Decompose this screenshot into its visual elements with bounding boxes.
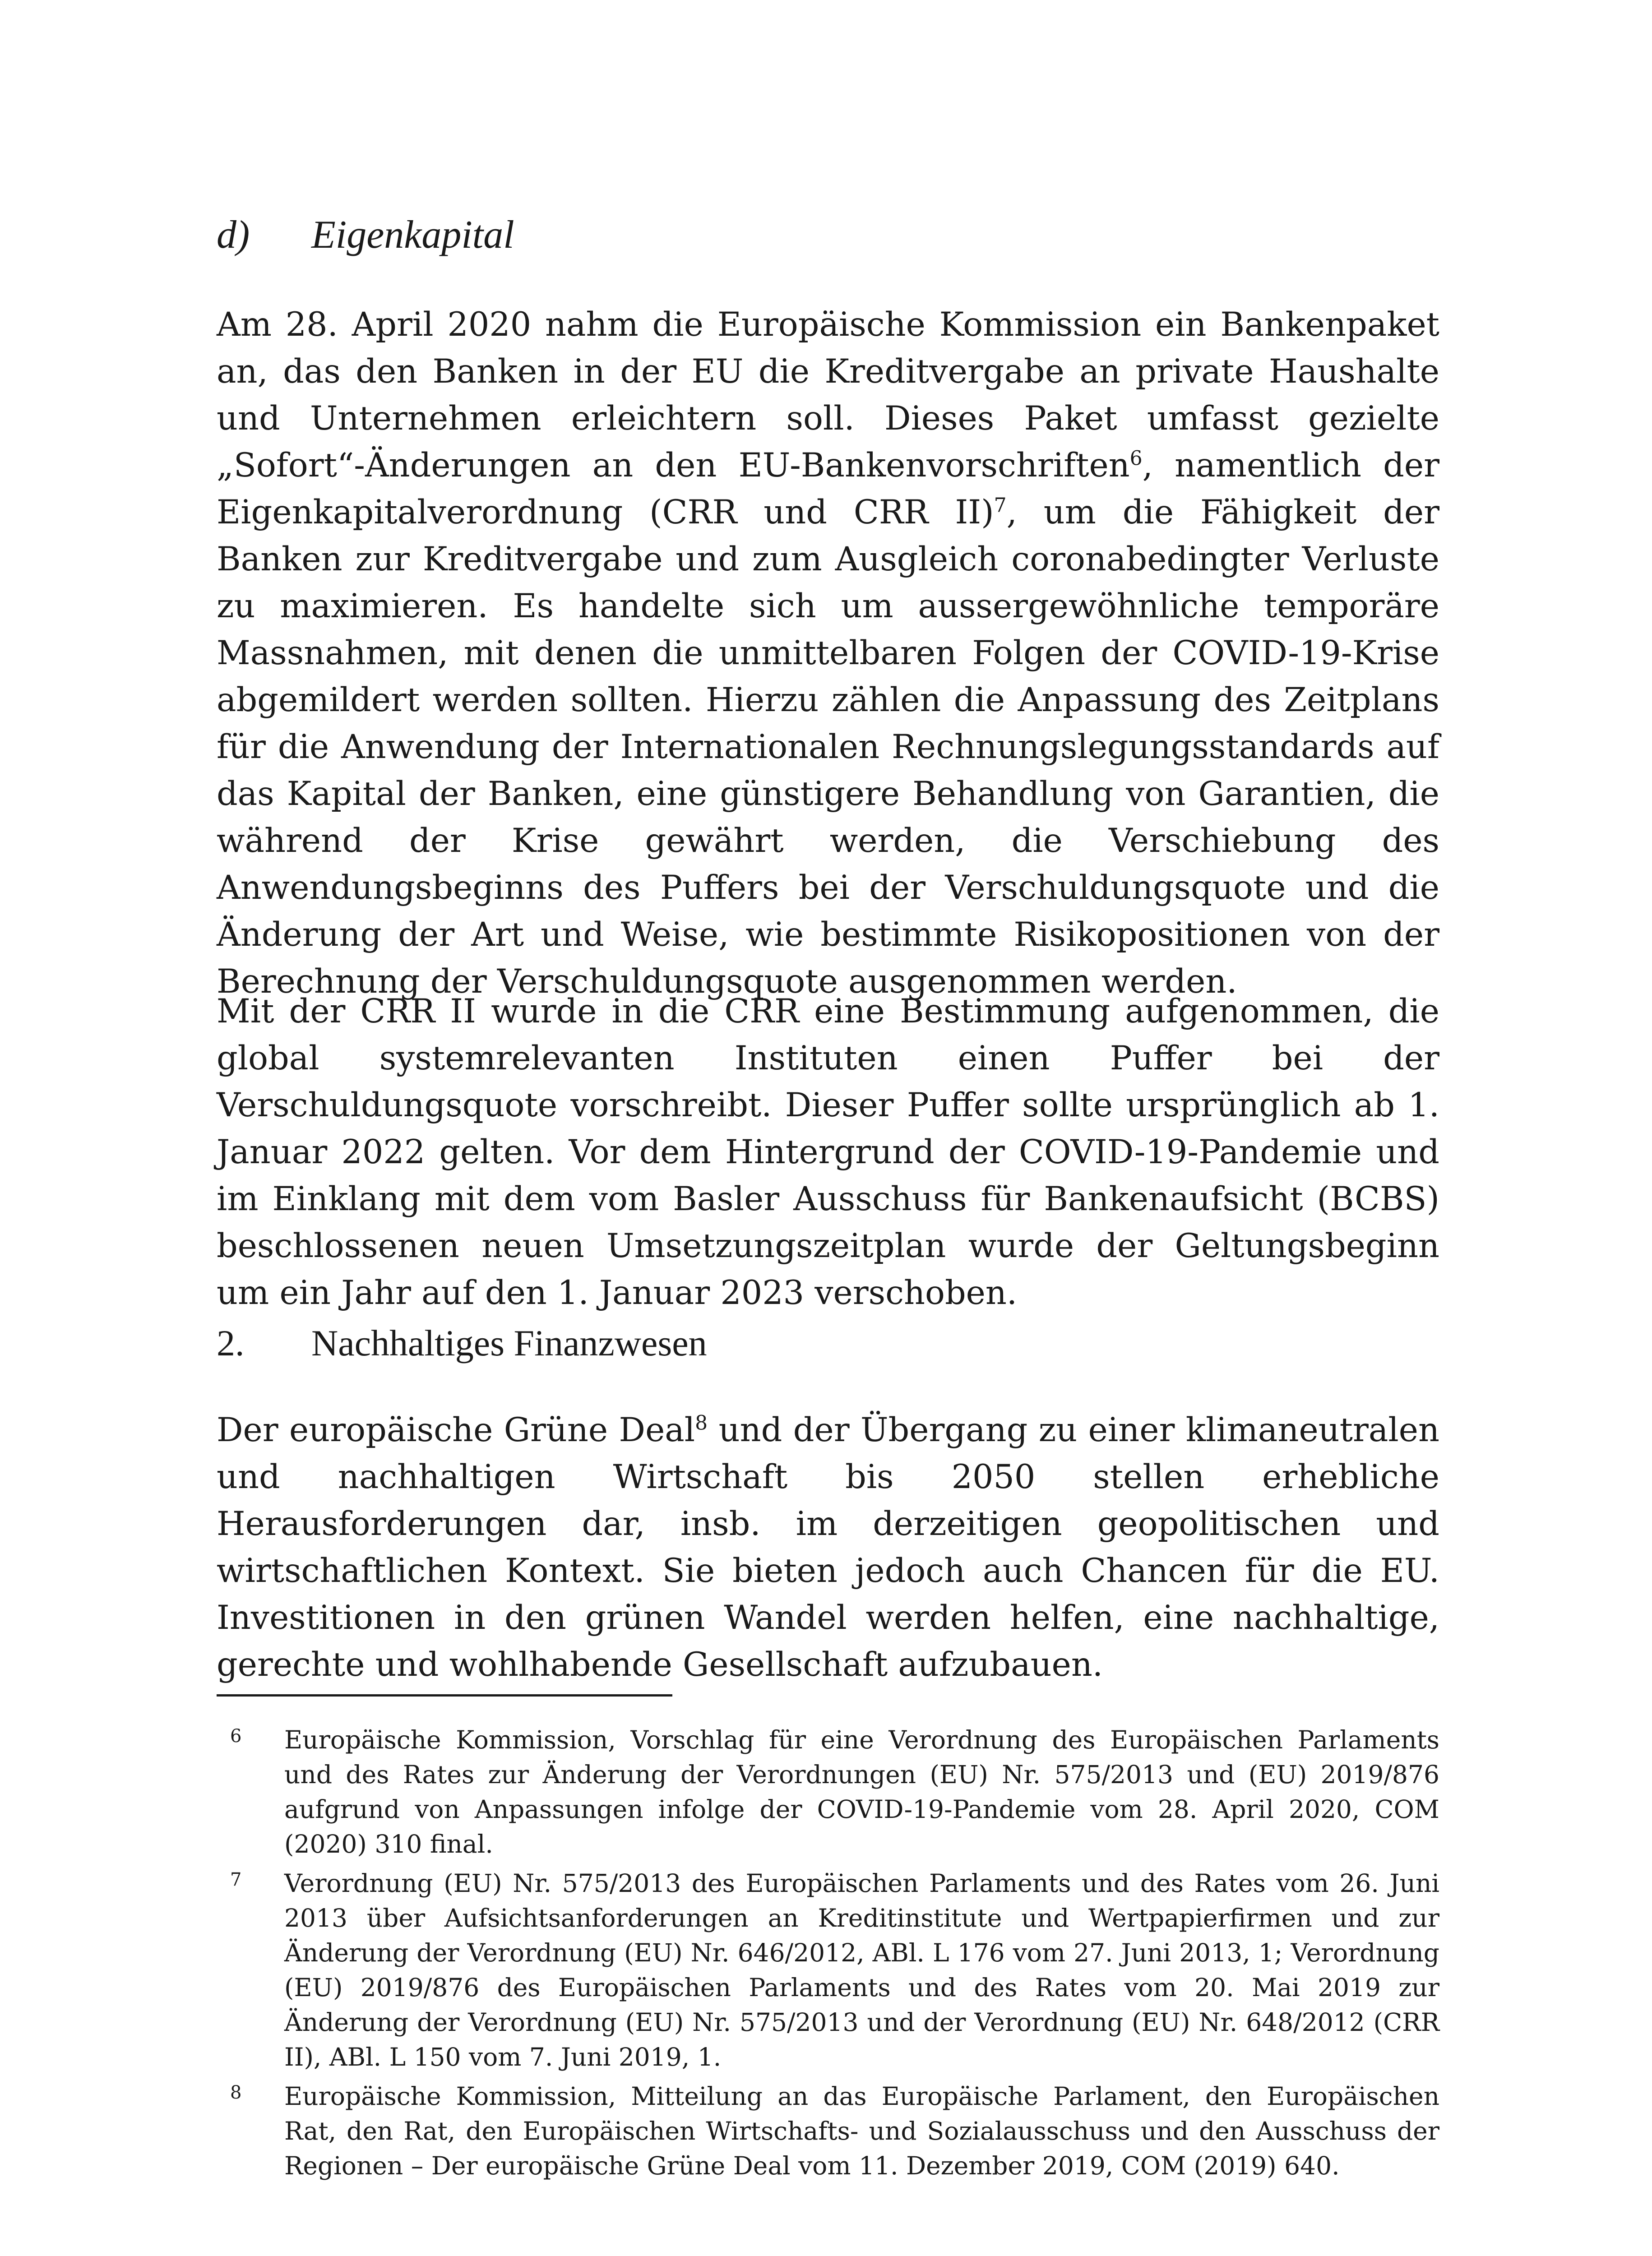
footnotes <box>217 1723 1439 2188</box>
footnote-7 <box>217 1866 1439 2075</box>
footnote-ref-8[interactable]: 8 <box>695 1411 708 1435</box>
footnote-text: Europäische Kommission, Vorschlag für eine Verordnung des Europäischen Parlaments und des Rates zur Änderung der Verordnungen (EU) Nr. 575/2013 und (EU) 2019/876 aufgrund von Anpassungen infolge der COVID-19-Pandemie vom 28. April 2020, COM (2020) 310 final. <box>284 1725 1439 1858</box>
footnote-number: 7 <box>230 1869 242 1890</box>
footnote-6 <box>217 1723 1439 1862</box>
footnote-ref-7[interactable]: 7 <box>994 494 1007 517</box>
paragraph-text: , um die Fähigkeit der Banken zur Kreditvergabe und zum Ausgleich coronabedingter Verluste zu maximieren. Es handelte sich um aussergewöhnliche temporäre Massnahmen, mit denen die unmittelbaren Folgen der COVID-19-Krise abgemildert werden sollten. Hierzu zählen die Anpassung des Zeitplans für die Anwendung der Internationalen Rechnungslegungsstandards auf das Kapital der Banken, eine günstigere Behandlung von Garantien, die während der Krise gewährt werden, die Verschiebung des Anwendungsbeginns des Puffers bei der Verschuldungsquote und die Änderung der Art und Weise, wie bestimmte Risikopositionen von der Berechnung der Verschuldungsquote ausgenommen werden. <box>217 493 1440 1001</box>
footnote-text: Europäische Kommission, Mitteilung an das Europäische Parlament, den Europäischen Rat, den Rat, den Europäischen Wirtschafts- und Sozialausschuss und den Ausschuss der Regionen – Der europäische Grüne Deal vom 11. Dezember 2019, COM (2019) 640. <box>284 2082 1439 2180</box>
section-number: 2. <box>217 1322 245 1364</box>
footnote-text: Verordnung (EU) Nr. 575/2013 des Europäischen Parlaments und des Rates vom 26. Juni 2013 über Aufsichtsanforderungen an Kreditinstitute und Wertpapierfirmen und zur Änderung der Verordnung (EU) Nr. 646/2012, ABl. L 176 vom 27. Juni 2013, 1; Verordnung (EU) 2019/876 des Europäischen Parlaments und des Rates vom 20. Mai 2019 zur Änderung der Verordnung (EU) Nr. 575/2013 und der Verordnung (EU) Nr. 648/2012 (CRR II), ABl. L 150 vom 7. Juni 2019, 1. <box>284 1869 1439 2071</box>
paragraph-green-deal <box>217 1407 1439 1688</box>
footnote-number: 8 <box>230 2082 242 2103</box>
section-title: Nachhaltiges Finanzwesen <box>311 1322 707 1364</box>
footnote-8 <box>217 2079 1439 2183</box>
paragraph-text: , namentlich der Eigenkapitalverordnung (CRR und CRR II) <box>217 446 1439 532</box>
footnote-number: 6 <box>230 1726 242 1747</box>
paragraph-crr-ii: Mit der CRR II wurde in die CRR eine Bestimmung aufgenommen, die global systemrelevanten Instituten einen Puffer bei der Verschuldungsquote vorschreibt. Dieser Puffer sollte ursprünglich ab 1. Januar 2022 gelten. Vor dem Hintergrund der COVID-19-Pandemie und im Einklang mit dem vom Basler Ausschuss für Bankenaufsicht (BCBS) beschlossenen neuen Umsetzungszeitplan wurde der Geltungsbeginn um ein Jahr auf den 1. Januar 2023 verschoben. <box>217 992 1439 1312</box>
footnote-ref-6[interactable]: 6 <box>1129 447 1143 470</box>
paragraph-bankenpaket <box>217 301 1439 1005</box>
section-heading <box>217 1322 1439 1364</box>
subsection-title: Eigenkapital <box>311 213 514 257</box>
paragraph-text: Am 28. April 2020 nahm die Europäische Kommission ein Bankenpaket an, das den Banken in der EU die Kreditvergabe an private Haushalte und Unternehmen erleichtern soll. Dieses Paket umfasst gezielte „Sofort“-Änderungen an den EU-Bankenvorschriften <box>217 305 1439 485</box>
paragraph-text: Der europäische Grüne Deal <box>217 1411 695 1449</box>
paragraph-text: und der Übergang zu einer klimaneutralen und nachhaltigen Wirtschaft bis 2050 stellen erhebliche Herausforderungen dar, insb. im derzeitigen geopolitischen und wirtschaftlichen Kontext. Sie bieten jedoch auch Chancen für die EU. Investitionen in den grünen Wandel werden helfen, eine nachhaltige, gerechte und wohlhabende Gesellschaft aufzubauen. <box>217 1411 1439 1684</box>
subsection-number: d) <box>217 213 250 257</box>
subsection-heading <box>217 212 1439 258</box>
footnote-divider <box>217 1694 672 1697</box>
